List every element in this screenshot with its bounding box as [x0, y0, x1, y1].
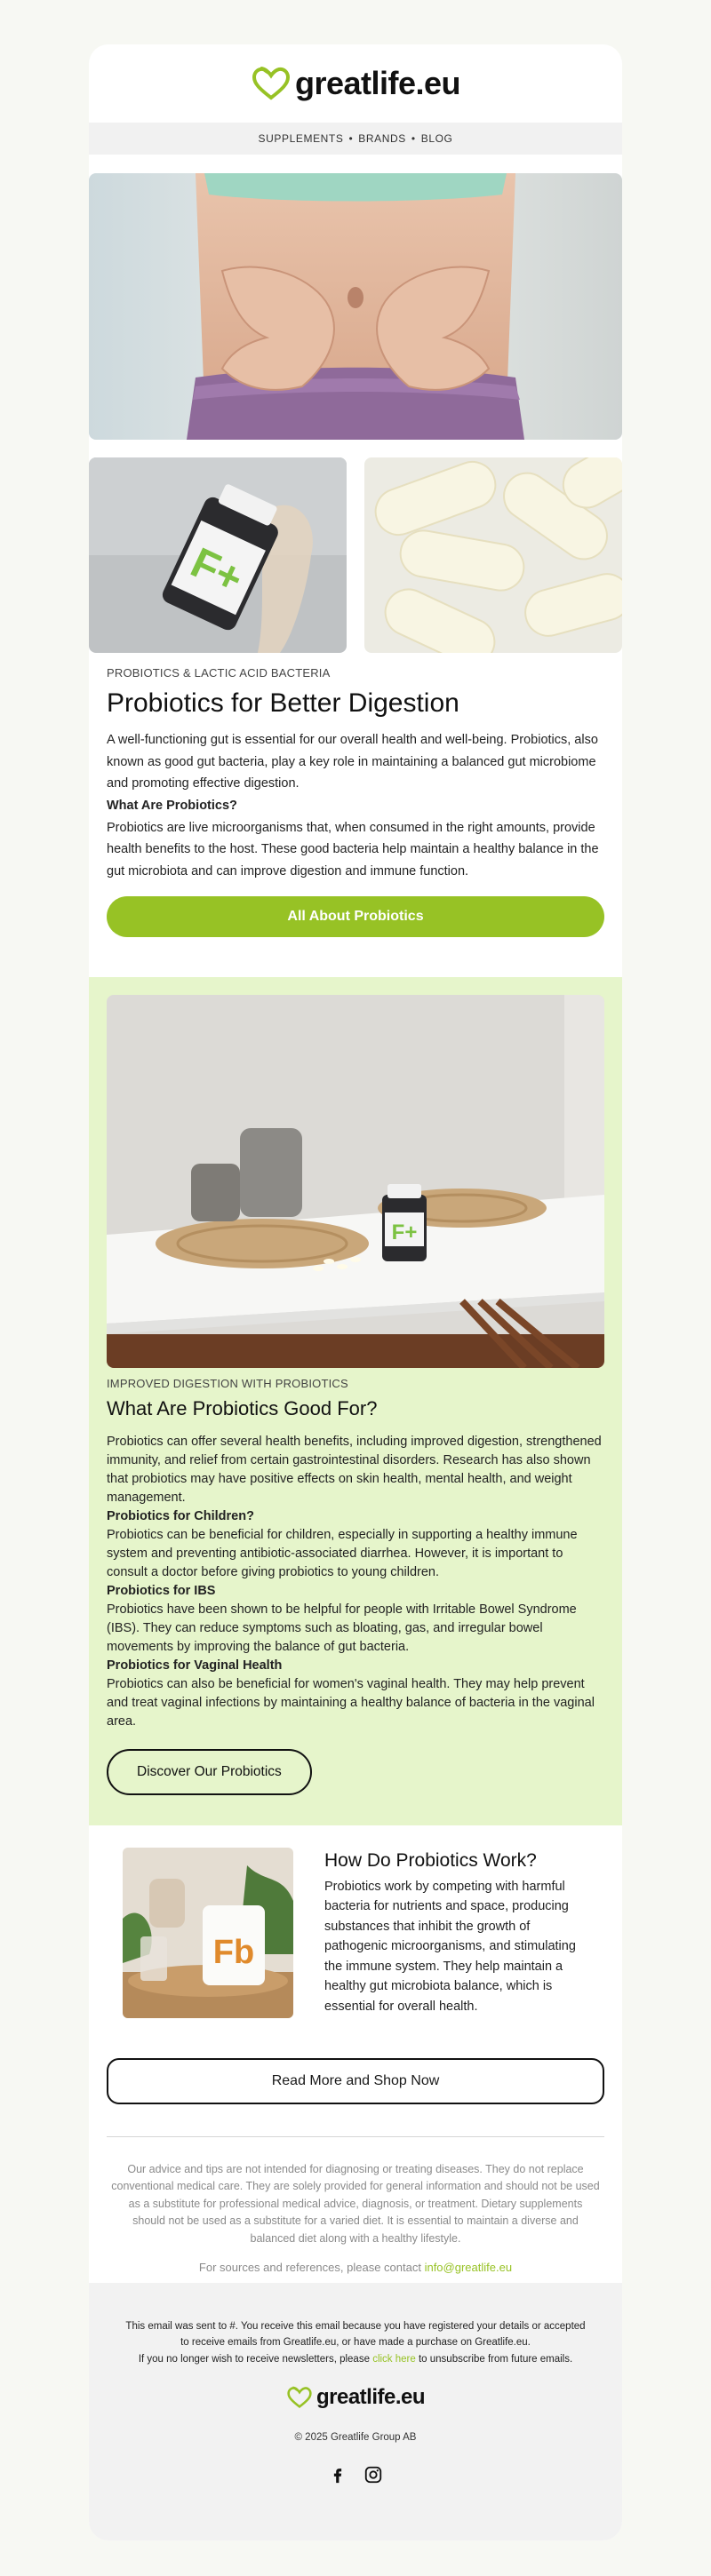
svg-text:F+: F+: [391, 1220, 418, 1244]
read-more-shop-button[interactable]: Read More and Shop Now: [107, 2058, 604, 2104]
contact-line: [89, 2261, 622, 2274]
footer-notice: [124, 2318, 587, 2367]
subheading-ibs: Probiotics for IBS: [107, 1584, 216, 1599]
section-title: How Do Probiotics Work?: [324, 1850, 537, 1871]
nav-separator: •: [411, 132, 416, 145]
social-links: [89, 2465, 622, 2485]
nav-item-supplements[interactable]: SUPPLEMENTS: [258, 132, 344, 145]
svg-text:F+: F+: [183, 539, 251, 604]
benefits-text: [107, 1377, 604, 1795]
facebook-icon[interactable]: [328, 2465, 348, 2485]
vaginal-paragraph: Probiotics can also be beneficial for women's vaginal health. They may help prevent and treat vaginal infections by maintaining a healthy balance of bacteria in the vaginal area.: [107, 1677, 595, 1729]
subheading-vaginal: Probiotics for Vaginal Health: [107, 1658, 283, 1674]
table-product-image[interactable]: [107, 995, 604, 1368]
contact-prefix: For sources and references, please contact: [198, 2261, 421, 2274]
brand-name: greatlife.eu: [316, 2385, 426, 2409]
capsules-image[interactable]: [364, 457, 622, 653]
heart-leaf-icon: [286, 2386, 313, 2409]
instagram-icon[interactable]: [363, 2465, 383, 2485]
nav-item-brands[interactable]: BRANDS: [358, 132, 406, 145]
benefits-paragraph: Probiotics can offer several health benefits, including improved digestion, strengthened immunity, and relief from certain gastrointestinal disorders. Research has also shown that probiotics may have positive effects on skin health, mental health, and weight management.: [107, 1435, 602, 1506]
footer: [89, 2283, 622, 2540]
section-title: What Are Probiotics Good For?: [107, 1397, 378, 1419]
brand-name: greatlife.eu: [294, 65, 461, 101]
intro-paragraph: A well-functioning gut is essential for our overall health and well-being. Probiotics, also known as good gut bacteria, play a key role in maintaining a balanced gut microbiome and promoting effective digestion.: [107, 733, 598, 791]
divider: [107, 2136, 604, 2137]
svg-text:Fb: Fb: [212, 1934, 255, 1971]
disclaimer-text: Our advice and tips are not intended for diagnosing or treating diseases. They do not replace conventional medical care. They are solely provided for general information and should not be used as a substitute for professional medical advice, diagnosis, or treatment. Dietary supplements should not be used as a substitute for a varied diet. It is essential to maintain a diverse and balanced diet along with a healthy lifestyle.: [111, 2163, 600, 2245]
subheading-what-are-probiotics: What Are Probiotics?: [107, 798, 237, 813]
section-digestion: [107, 666, 604, 937]
hero-image[interactable]: [89, 173, 622, 440]
top-nav: [89, 123, 622, 155]
unsubscribe-link[interactable]: click here: [372, 2353, 416, 2365]
how-it-works-paragraph: Probiotics work by competing with harmful bacteria for nutrients and space, producing substances that inhibit the growth of pathogenic microorganisms, and stimulating the immune system. They help maintain a healthy gut microbiota balance, which is essential for overall health.: [324, 1880, 576, 2014]
all-about-probiotics-button[interactable]: All About Probiotics: [107, 896, 604, 937]
footer-logo[interactable]: [89, 2385, 622, 2410]
email-card: [89, 44, 622, 2540]
subheading-children: Probiotics for Children?: [107, 1509, 254, 1524]
children-paragraph: Probiotics can be beneficial for children, especially in supporting a healthy immune system and preventing antibiotic-associated diarrhea. However, it is important to consult a doctor before giving probiotics to young children.: [107, 1528, 578, 1580]
section-benefits: [89, 977, 622, 1825]
ibs-paragraph: Probiotics have been shown to be helpful for people with Irritable Bowel Syndrome (IBS). They can reduce symptoms such as bloating, gas, and irregular bowel movements by improving the balance of gut bacteria.: [107, 1602, 577, 1655]
unsubscribe-prefix: If you no longer wish to receive newsletters, please: [138, 2353, 370, 2365]
nav-item-blog[interactable]: BLOG: [420, 132, 453, 145]
discover-probiotics-button[interactable]: Discover Our Probiotics: [107, 1749, 312, 1795]
brand-logo[interactable]: [251, 65, 460, 102]
footer-line-1: This email was sent to #. You receive this email because you have registered your details or accepted to receive emails from Greatlife.eu, or have made a purchase on Greatlife.eu.: [125, 2321, 586, 2349]
copyright: © 2025 Greatlife Group AB: [294, 2432, 417, 2443]
product-bottle-image[interactable]: [89, 457, 347, 653]
unsubscribe-suffix: to unsubscribe from future emails.: [418, 2353, 573, 2365]
how-it-works-text: [324, 1850, 591, 2016]
nav-separator: •: [348, 132, 354, 145]
header: [89, 44, 622, 123]
footer-line-2: [124, 2351, 587, 2367]
what-paragraph: Probiotics are live microorganisms that, when consumed in the right amounts, provide health benefits to the host. These good bacteria help maintain a healthy balance in the gut microbiota and can improve digestion and immune function.: [107, 820, 599, 879]
fb-product-image[interactable]: [123, 1848, 293, 2018]
contact-email-link[interactable]: info@greatlife.eu: [424, 2261, 513, 2274]
section-title: Probiotics for Better Digestion: [107, 688, 459, 718]
heart-leaf-icon: [251, 66, 292, 101]
section-eyebrow: PROBIOTICS & LACTIC ACID BACTERIA: [107, 666, 331, 680]
section-eyebrow: IMPROVED DIGESTION WITH PROBIOTICS: [107, 1377, 348, 1390]
